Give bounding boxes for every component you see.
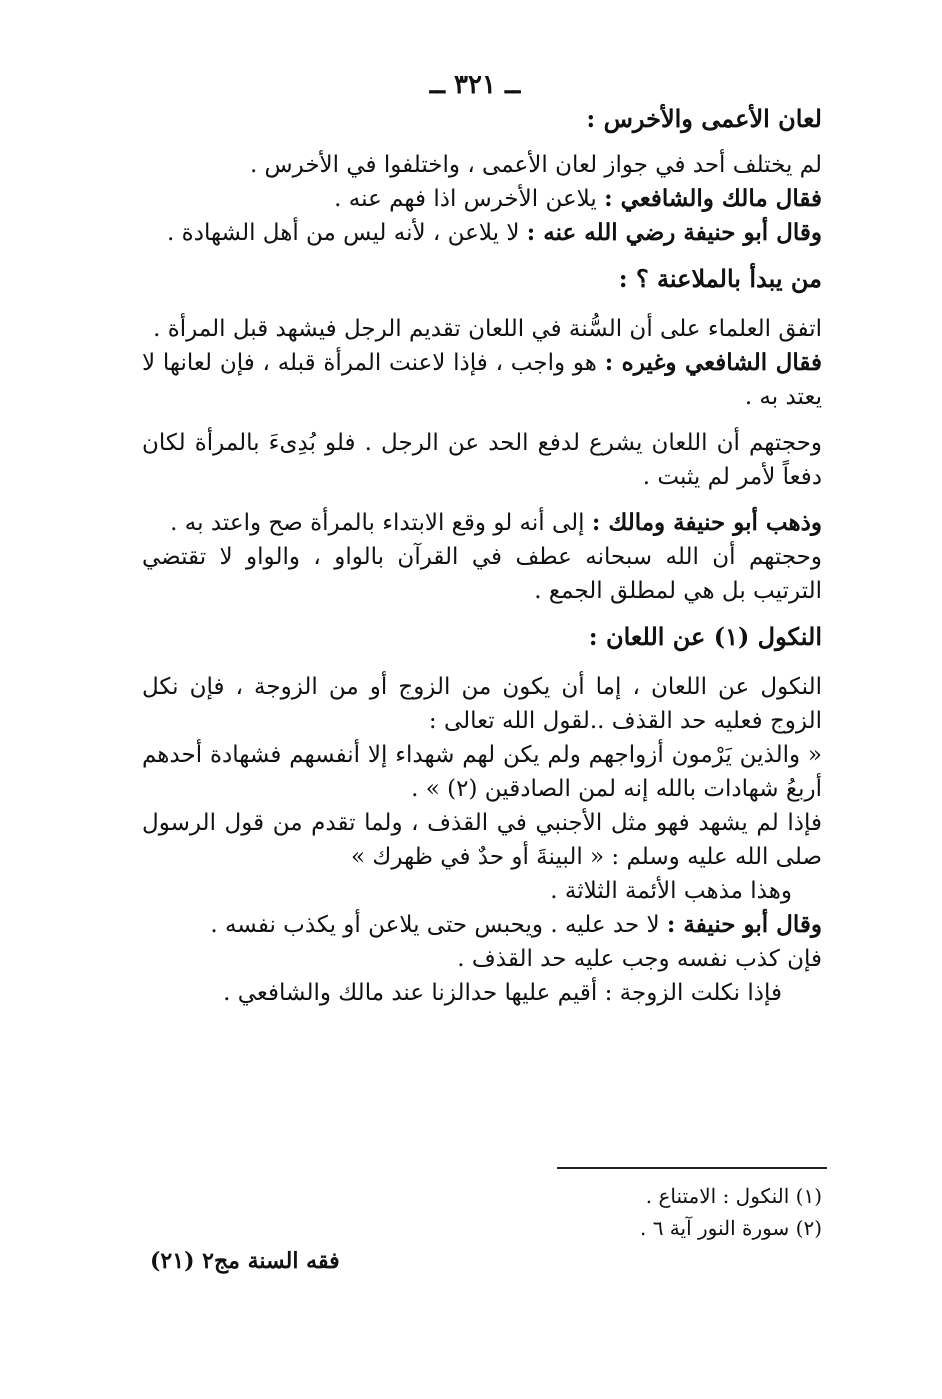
paragraph-text: لا يلاعن ، لأنه ليس من أهل الشهادة . (167, 220, 527, 246)
paragraph (142, 182, 822, 216)
section-heading-who-starts: من يبدأ بالملاعنة ؟ : (618, 264, 822, 293)
footnote-1: (١) النكول : الامتناع . (645, 1184, 822, 1208)
footnote-2: (٢) سورة النور آية ٦ . (639, 1216, 822, 1240)
paragraph-text: لا حد عليه . ويحبس حتى يلاعن أو يكذب نفسه . (210, 912, 667, 938)
bold-lead: وذهب أبو حنيفة ومالك : (591, 509, 822, 536)
footnotes (422, 1180, 822, 1244)
paragraph: فإن كذب نفسه وجب عليه حد القذف . (457, 946, 822, 972)
paragraph: فإذا نكلت الزوجة : أقيم عليها حدالزنا عند مالك والشافعي . (223, 980, 782, 1006)
paragraph: وحجتهم أن اللعان يشرع لدفع الحد عن الرجل . فلو بُدِىءَ بالمرأة لكان دفعاً لأمر لم يثبت . (142, 430, 822, 490)
paragraph-text: إلى أنه لو وقع الابتداء بالمرأة صح واعتد به . (170, 510, 592, 536)
signature-footer: فقه السنة مج٢ (٢١) (150, 1248, 340, 1274)
paragraph: النكول عن اللعان ، إما أن يكون من الزوج أو من الزوجة ، فإن نكل الزوج فعليه حد القذف ..لقول الله تعالى : (142, 674, 822, 734)
paragraph: اتفق العلماء على أن السُّنة في اللعان تقديم الرجل فيشهد قبل المرأة . (153, 316, 822, 342)
section-heading-blind-mute: لعان الأعمى والأخرس : (586, 104, 822, 133)
paragraph: لم يختلف أحد في جواز لعان الأعمى ، واختلفوا في الأخرس . (249, 152, 822, 178)
paragraph: وهذا مذهب الأئمة الثلاثة . (550, 878, 792, 904)
bold-lead: فقال الشافعي وغيره : (604, 349, 822, 376)
bold-lead: فقال مالك والشافعي : (604, 185, 822, 212)
bold-lead: وقال أبو حنيفة : (666, 911, 822, 938)
paragraph: فإذا لم يشهد فهو مثل الأجنبي في القذف ، ولما تقدم من قول الرسول صلى الله عليه وسلم : « البينةَ أو حدٌ في ظهرك » (142, 810, 822, 870)
page-body (142, 102, 822, 1010)
section-heading-refusal: النكول (١) عن اللعان : (588, 622, 822, 651)
paragraph (142, 908, 822, 942)
paragraph (142, 216, 822, 250)
paragraph: وحجتهم أن الله سبحانه عطف في القرآن بالواو ، والواو لا تقتضي الترتيب بل هي لمطلق الجمع . (142, 544, 822, 604)
paragraph-text: يلاعن الأخرس اذا فهم عنه . (334, 186, 605, 212)
page-number: ــ ٣٢١ ــ (429, 70, 521, 100)
bold-lead: وقال أبو حنيفة رضي الله عنه : (526, 219, 822, 246)
footnote-divider (557, 1167, 827, 1169)
paragraph (142, 506, 822, 540)
paragraph (142, 346, 822, 414)
quran-quote: « والذين يَرْمون أزواجهم ولم يكن لهم شهداء إلا أنفسهم فشهادة أحدهم أربعُ شهادات بالله إنه لمن الصادقين (٢) » . (142, 742, 822, 802)
paragraph-text: هو واجب ، فإذا لاعنت المرأة قبله ، فإن لعانها لا يعتد به . (142, 350, 822, 410)
